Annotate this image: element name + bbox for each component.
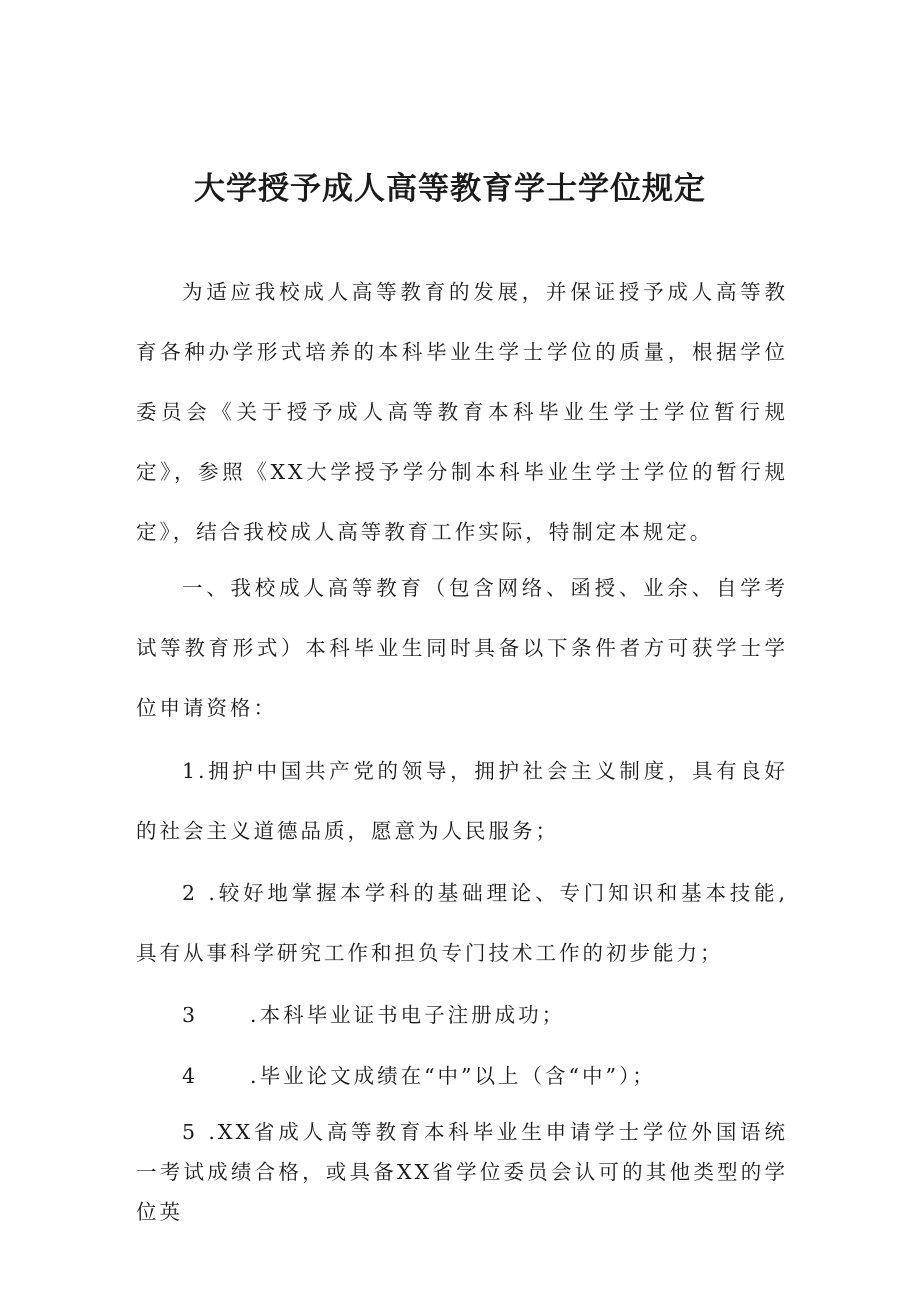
requirement-item-4	[136, 1046, 788, 1106]
requirement-item-3	[136, 985, 788, 1045]
item-3-text: .本科毕业证书电子注册成功；	[250, 1003, 566, 1027]
item-3-number: 3	[182, 1003, 199, 1027]
intro-paragraph: 为适应我校成人高等教育的发展，并保证授予成人高等教育各种办学形式培养的本科毕业生学士学位的质量，根据学位委员会《关于授予成人高等教育本科毕业生学士学位暂行规定》，参照《XX大学授予学分制本科毕业生学士学位的暂行规定》，结合我校成人高等教育工作实际，特制定本规定。	[136, 280, 788, 544]
requirement-item-1: 1.拥护中国共产党的领导，拥护社会主义制度，具有良好的社会主义道德品质，愿意为人民服务；	[136, 759, 788, 843]
section-1-paragraph: 一、我校成人高等教育（包含网络、函授、业余、自学考试等教育形式）本科毕业生同时具备以下条件者方可获学士学位申请资格：	[136, 576, 788, 720]
document-title: 大学授予成人高等教育学士学位规定	[194, 171, 706, 207]
item-4-text: .毕业论文成绩在“中”以上（含“中”）；	[250, 1064, 656, 1088]
requirement-item-5: 5 .XX省成人高等教育本科毕业生申请学士学位外国语统一考试成绩合格，或具备XX省学位委员会认可的其他类型的学位英	[136, 1120, 788, 1224]
item-4-number: 4	[182, 1064, 199, 1088]
requirement-item-2: 2 .较好地掌握本学科的基础理论、专门知识和基本技能,具有从事科学研究工作和担负专门技术工作的初步能力；	[136, 881, 788, 965]
